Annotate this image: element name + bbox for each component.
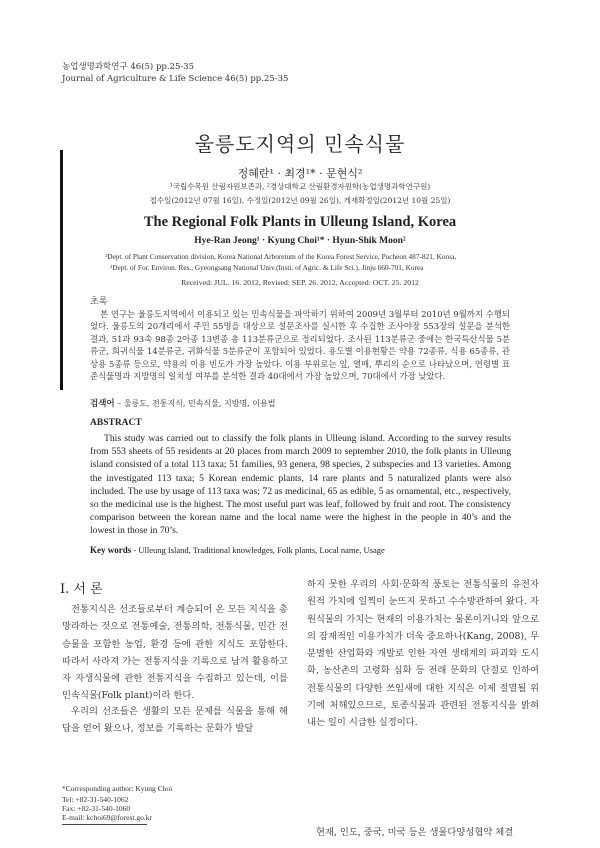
korean-affiliations: ¹국립수목원 산림자원보존과, ²경상대학교 산림환경자원학(농업생명과학연구원) (169, 182, 431, 191)
footnote-rule (62, 824, 147, 825)
intro-column1-paragraph2: 우리의 선조들은 생활의 모든 문제를 식물을 통해 해답을 얻어 왔으나, 정보를 기록하는 문화가 발달 (62, 706, 288, 735)
english-keywords-label: Key words (90, 545, 132, 555)
footnote-email: E-mail: kchoi69@forest.go.kr (62, 813, 153, 822)
korean-authors: 정혜란¹ · 최경¹* · 문현식² (237, 167, 363, 180)
journal-header-english: Journal of Agriculture & Life Science 46(5) pp.25-35 (62, 74, 289, 84)
section-heading-introduction: Ⅰ. 서 론 (60, 582, 103, 597)
english-abstract-heading: ABSTRACT (90, 418, 142, 428)
english-keywords-list: - Ulleung Island, Traditional knowledges, Folk plants, Local name, Usage (133, 545, 385, 555)
korean-keywords-list: – 울릉도, 전통지식, 민속식물, 지방명, 이용법 (117, 399, 276, 408)
korean-dates: 접수일(2012년 07월 16일), 수정일(2012년 09월 26일), 게재확정일(2012년 10월 25일) (149, 196, 451, 205)
korean-title: 울릉도지역의 민속식물 (194, 132, 406, 156)
intro-column2-paragraph1: 하지 못한 우리의 사회·문화적 풍토는 전통식물의 유전자원적 가치에 일찍이 눈뜨지 못하고 수수방관하여 왔다. 자원식물의 가치는 현재의 이용가치는 물론이거니와 앞으로의 잠재적인 이용가치가 더욱 중요하나(Kang, 2008), 무분별한 산업화와 개발로 인한 자연 생태계의 파괴와 도시화, 농산촌의 고령화 심화 등 전래 문화의 단절로 인하여 전통식물의 다양한 쓰임새에 대한 지식은 이제 절멸될 위기에 처해있으므로, 토종식물과 관련된 전통지식을 밝혀내는 일이 시급한 실정이다. (307, 579, 539, 729)
korean-keywords-label: 검색어 (90, 399, 115, 409)
journal-header-korean: 농업생명과학연구 46(5) pp.25-35 (62, 62, 195, 72)
korean-abstract-heading: 초록 (90, 297, 108, 307)
english-keywords (90, 545, 385, 555)
korean-keywords (90, 397, 275, 409)
english-affiliation-2: ²Dept. of For. Environ. Res., Gyeongsang National Univ.(Insti. of Agric. & Life Sci.), Jinju 660-701, Korea (110, 263, 424, 272)
korean-abstract-body: 본 연구는 울릉도지역에서 이용되고 있는 민속식물을 파악하기 위하여 2009년 3월부터 2010년 9월까지 수행되었다. 울릉도의 20개리에서 주민 55명을 대상으로 설문조사를 실시한 후 수집한 조사야장 553장의 설문을 분석한 결과, 51과 93속 98종 2아종 13변종 총 113분류군으로 정리되었다. 조사된 113분류군 중에는 한국특산식물 5분류군, 희귀식물 14분류군, 귀화식물 5분류군이 포함되어 있었다. 용도별 이용현황은 약용 72종류, 식용 65종류, 관상용 5종류 등으로, 약용의 이용 빈도가 가장 높았다. 이용 부위로는 잎, 열매, 뿌리의 순으로 나타났으며, 연령별 표준식물명과 지방명의 일치성 여부를 분석한 결과 40대에서 가장 높았으며, 70대에서 가장 낮았다. (90, 309, 510, 382)
english-affiliation-1: ¹Dept. of Plant Conservation division, Korea National Arboretum of the Korea Forest Service, Pocheon 487-821, Korea, (105, 252, 457, 261)
english-title: The Regional Folk Plants in Ulleung Island, Korea (143, 214, 457, 230)
footnote-fax: Fax: +82-31-540-1060 (62, 804, 131, 813)
intro-column1-paragraph1: 전통지식은 선조들로부터 계승되어 온 모든 지식을 총망라하는 것으로 전통예술, 전통의학, 전통식물, 민간 전승물을 포함한 농업, 환경 등에 관한 지식도 포함한다. 따라서 사라져 가는 전통지식을 기록으로 남겨 활용하고자 자생식물에 관한 전통지식을 수집하고 있는데, 이를 민속식물(Folk plant)이라 한다. (62, 604, 288, 702)
intro-column2-paragraph2: 현재, 인도, 중국, 미국 등은 생물다양성협약 체결 (316, 827, 514, 838)
english-authors: Hye-Ran Jeong¹ · Kyung Choi¹* · Hyun-Shik Moon² (194, 236, 406, 246)
english-dates: Received: JUL. 16. 2012, Revised: SEP. 26. 2012, Accepted: OCT. 25. 2012 (181, 278, 419, 287)
footnote-corresponding: *Corresponding author: Kyung Choi (62, 784, 173, 793)
footnote-tel: Tel: +82-31-540-1062 (62, 795, 129, 804)
english-abstract-body: This study was carried out to classify the folk plants in Ulleung island. According to the survey results from 553 sheets of 55 residents at 20 places from march 2009 to september 2010, the folk plants in Ulleung island consisted of a total 113 taxa; 51 families, 93 genera, 98 species, 2 subspecies and 13 varieties. Among the investigated 113 taxa; 5 Korean endemic plants, 14 rare plants and 5 naturalized plants were also included. The use by usage of 113 taxa was; 72 as medicinal, 65 as edible, 5 as ornamental, etc., respectively, so the medicinal use is the highest. The most useful part was leaf, followed by fruit and root. The consistency comparison between the korean name and the local name were the highest in the people in 40’s and the lowest in those in 70’s. (90, 433, 511, 537)
